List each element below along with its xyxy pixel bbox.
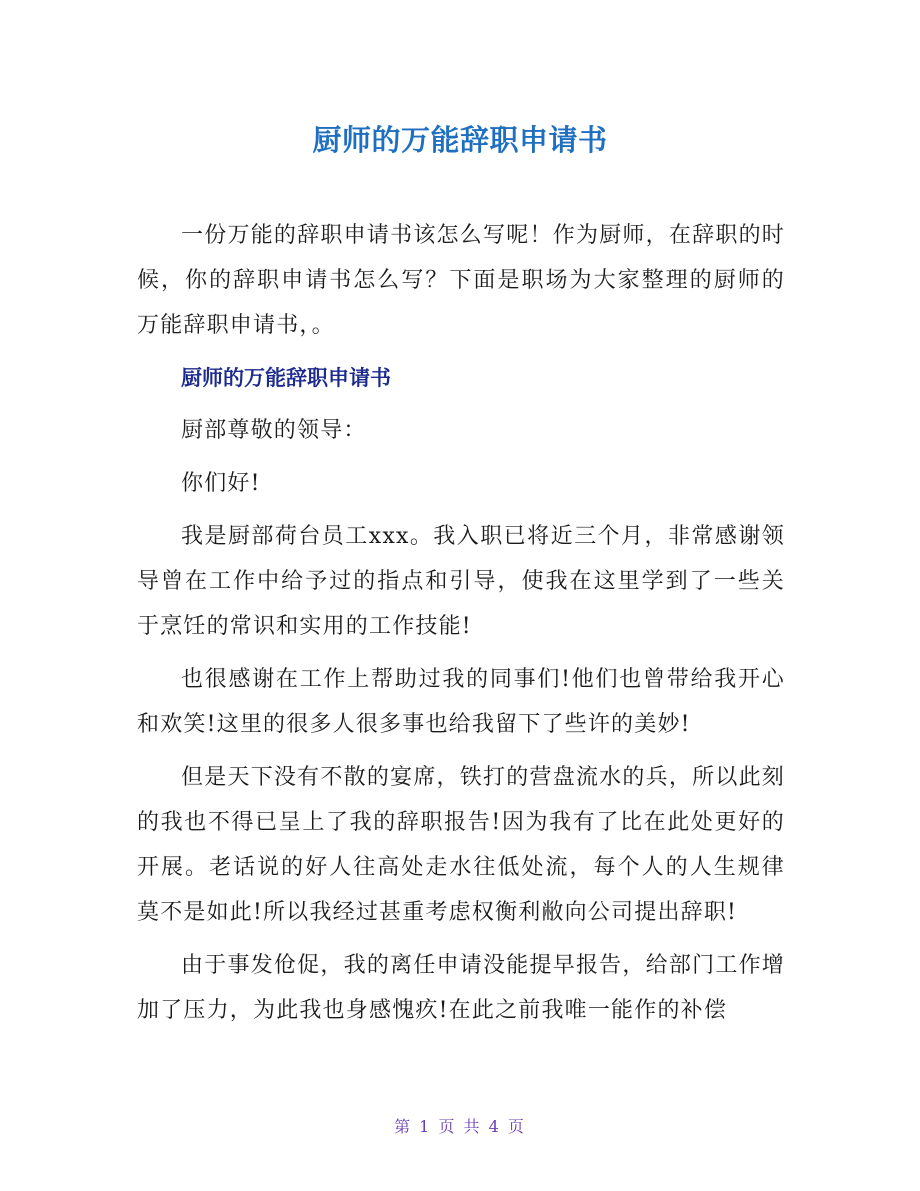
page-number-footer: 第 1 页 共 4 页: [394, 1117, 526, 1136]
document-body: [137, 213, 785, 1041]
section-heading: 厨师的万能辞职申请书: [181, 366, 391, 390]
body-paragraph: 我是厨部荷台员工xxx。我入职已将近三个月，非常感谢领导曾在工作中给予过的指点和引导，使我在这里学到了一些关于烹饪的常识和实用的工作技能!: [137, 524, 785, 639]
body-paragraph: 但是天下没有不散的宴席，铁打的营盘流水的兵，所以此刻的我也不得已呈上了我的辞职报告!因为我有了比在此处更好的开展。老话说的好人往高处走水往低处流，每个人的人生规律莫不是如此!所以我经过甚重考虑权衡利敝向公司提出辞职!: [137, 765, 785, 925]
salutation-paragraph: 厨部尊敬的领导：: [181, 418, 367, 443]
intro-paragraph: 一份万能的辞职申请书该怎么写呢！作为厨师，在辞职的时候，你的辞职申请书怎么写？下面是职场为大家整理的厨师的万能辞职申请书，。: [137, 223, 785, 338]
body-paragraph: 由于事发伧促，我的离任申请没能提早报告，给部门工作增加了压力，为此我也身感愧疚!在此之前我唯一能作的补偿: [137, 953, 785, 1023]
body-paragraph: 也很感谢在工作上帮助过我的同事们!他们也曾带给我开心和欢笑!这里的很多人很多事也给我留下了些许的美妙!: [137, 667, 785, 737]
page-title: 厨师的万能辞职申请书: [312, 123, 608, 157]
greeting-paragraph: 你们好!: [181, 471, 261, 496]
